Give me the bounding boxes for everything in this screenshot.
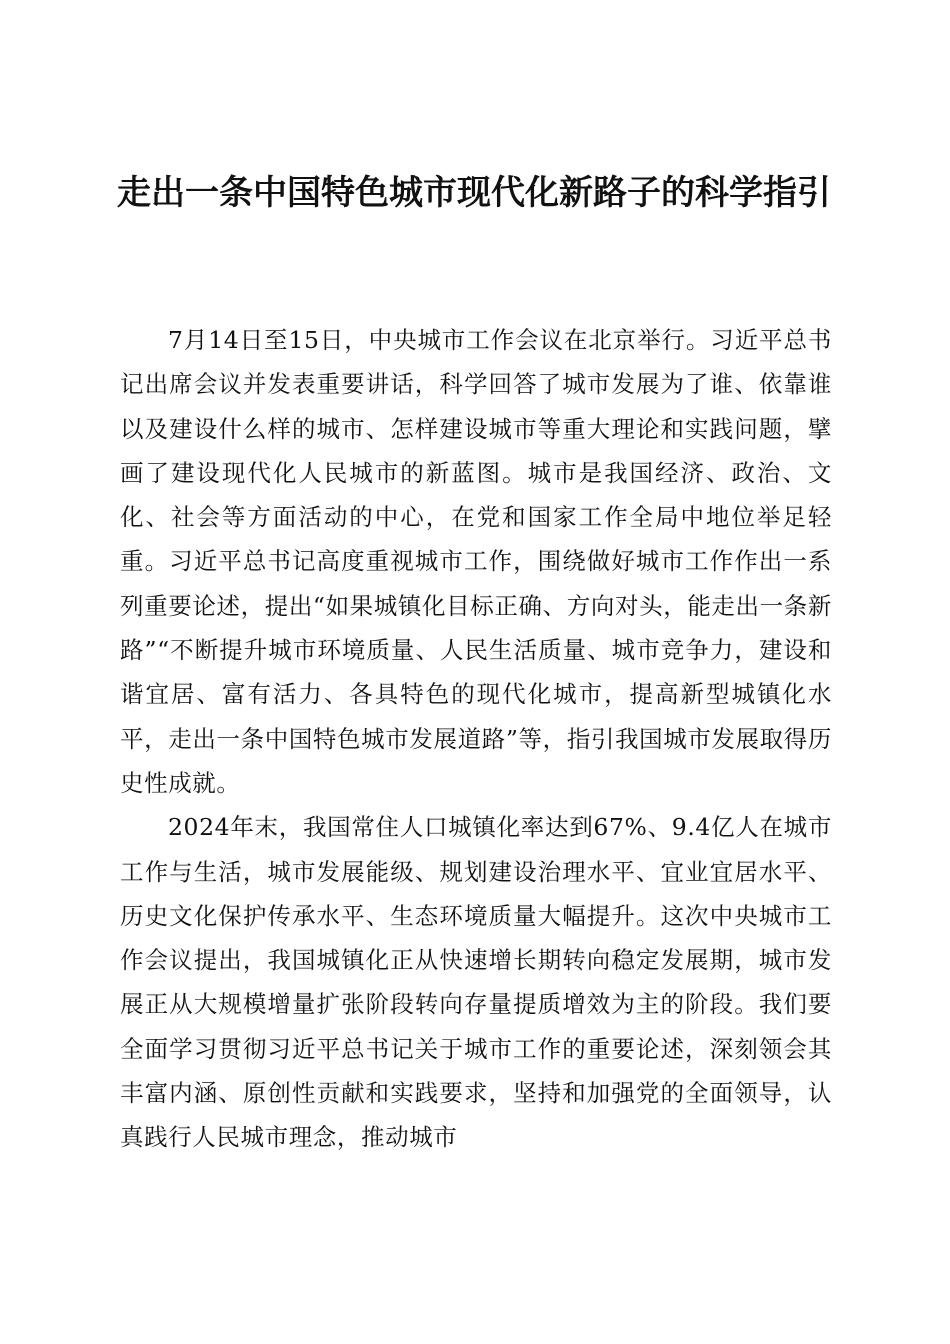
paragraph-2: 2024年末，我国常住人口城镇化率达到67%、9.4亿人在城市工作与生活，城市发展能级、规划建设治理水平、宜业宜居水平、历史文化保护传承水平、生态环境质量大幅提升。这次中央城市工作会议提出，我国城镇化正从快速增长期转向稳定发展期，城市发展正从大规模增量扩张阶段转向存量提质增效为主的阶段。我们要全面学习贯彻习近平总书记关于城市工作的重要论述，深刻领会其丰富内涵、原创性贡献和实践要求，坚持和加强党的全面领导，认真践行人民城市理念，推动城市 [120,813,832,1152]
paragraph-1: 7月14日至15日，中央城市工作会议在北京举行。习近平总书记出席会议并发表重要讲话，科学回答了城市发展为了谁、依靠谁以及建设什么样的城市、怎样建设城市等重大理论和实践问题，擘画了建设现代化人民城市的新蓝图。城市是我国经济、政治、文化、社会等方面活动的中心，在党和国家工作全局中地位举足轻重。习近平总书记高度重视城市工作，围绕做好城市工作作出一系列重要论述，提出“如果城镇化目标正确、方向对头，能走出一条新路”“不断提升城市环境质量、人民生活质量、城市竞争力，建设和谐宜居、富有活力、各具特色的现代化城市，提高新型城镇化水平，走出一条中国特色城市发展道路”等，指引我国城市发展取得历史性成就。 [120,326,832,797]
document-title: 走出一条中国特色城市现代化新路子的科学指引 [117,173,831,213]
document-body [120,318,832,1160]
